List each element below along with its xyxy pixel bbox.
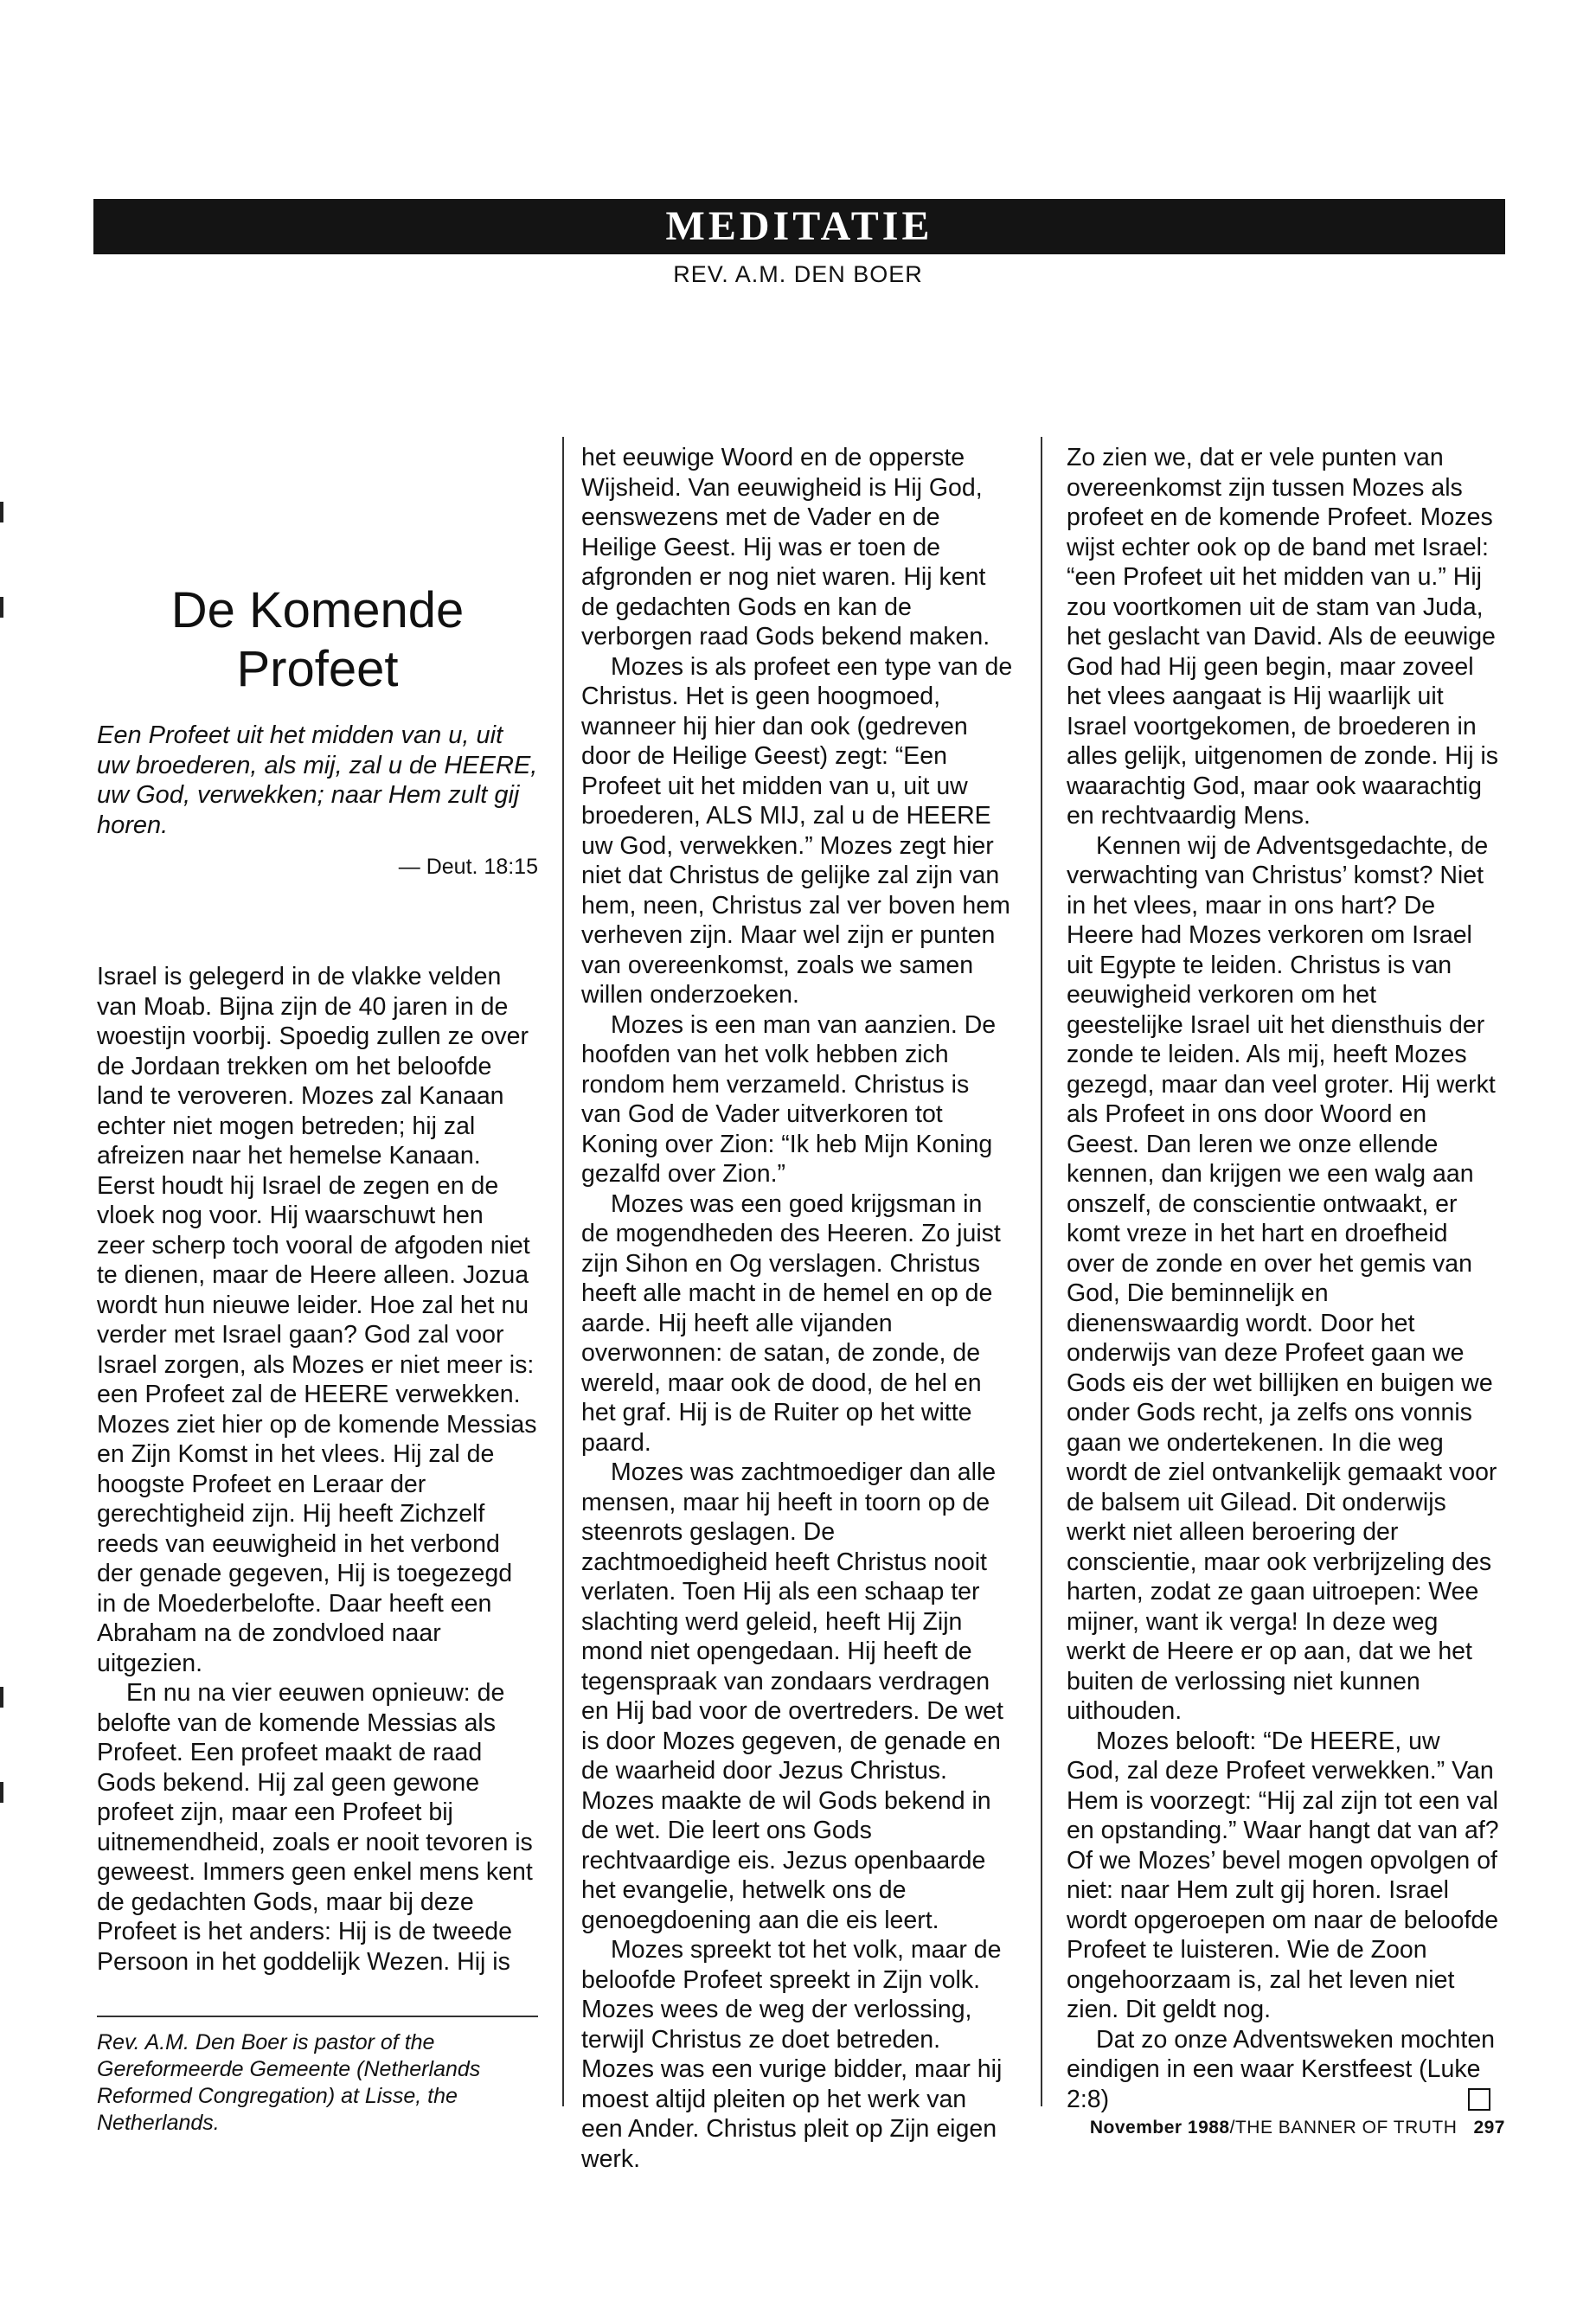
- epigraph: Een Profeet uit het midden van u, uit uw broederen, als mij, zal u de HEERE, uw God, verwekken; naar Hem zult gij horen.: [97, 721, 538, 839]
- issue-date: November 1988: [1089, 2118, 1230, 2138]
- author-byline: REV. A.M. DEN BOER: [673, 261, 923, 287]
- paragraph: Mozes belooft: “De HEERE, uw God, zal deze Profeet verwekken.” Van Hem is voorzegt: “Hij zal zijn tot een val en opstanding.” Waar hangt dat van af? Of we Mozes’ bevel mogen opvolgen of niet: naar Hem zult gij horen. Israel wordt opgeroepen om naar de beloofde Profeet te luisteren. Wie de Zoon ongehoorzaam is, zal het leven niet zien. Dit geldt nog.: [1067, 1727, 1499, 2023]
- article-title-line1: De Komende: [170, 582, 465, 638]
- paragraph: Mozes is een man van aanzien. De hoofden van het volk hebben zich rondom hem verzameld. Christus is van God de Vader uitverkoren tot Koning over Zion: “Ik heb Mijn Koning gezalfd over Zion.”: [581, 1010, 997, 1188]
- section-title: MEDITATIE: [665, 203, 933, 249]
- paragraph: Israel is gelegerd in de vlakke velden van Moab. Bijna zijn de 40 jaren in de woestijn voorbij. Spoedig zullen ze over de Jordaan trekken om het beloofde land te veroveren. Mozes zal Kanaan echter niet mogen betreden; hij zal afreizen naar het hemelse Kanaan. Eerst houdt hij Israel de zegen en de vloek nog voor. Hij waarschuwt hen zeer scherp toch vooral de afgoden niet te dienen, maar de Heere alleen. Jozua wordt hun nieuwe leider. Hoe zal het nu verder met Israel gaan? God zal voor Israel zorgen, als Mozes er niet meer is: een Profeet zal de HEERE verwekken. Mozes ziet hier op de komende Messias en Zijn Komst in het vlees. Hij zal de hoogste Profeet en Leraar der gerechtigheid zijn. Hij heeft Zichzelf reeds van eeuwigheid in het verbond der genade gegeven, Hij is toegezegd in de Moederbelofte. Daar heeft een Abraham na de zondvloed naar uitgezien.: [97, 963, 537, 1677]
- column-2: [581, 443, 1014, 2174]
- column-1: [97, 962, 538, 1977]
- bio-divider: [97, 2016, 538, 2017]
- epigraph-reference: — Deut. 18:15: [398, 855, 538, 879]
- footer-separator: /: [1229, 2118, 1235, 2138]
- page-number: 297: [1473, 2118, 1505, 2138]
- column-divider: [1041, 437, 1042, 2106]
- paragraph-closing: [1067, 2025, 1499, 2115]
- section-banner: [93, 199, 1505, 254]
- paragraph: Mozes spreekt tot het volk, maar de beloofde Profeet spreekt in Zijn volk. Mozes wees de weg der verlossing, terwijl Christus ze doet betreden. Mozes was een vurige bidder, maar hij moest altijd pleiten op het werk van een Ander. Christus pleit op Zijn eigen werk.: [581, 1936, 1003, 2173]
- paragraph: Mozes is als profeet een type van de Christus. Het is geen hoogmoed, wanneer hij hier dan ook (gedreven door de Heilige Geest) zegt: “Een Profeet uit het midden van u, uit uw broederen, ALS MIJ, zal u de HEERE uw God, verwekken.” Mozes zegt hier niet dat Christus de gelijke zal zijn van hem, neen, Christus zal ver boven hem verheven zijn. Maar wel zijn er punten van overeenkomst, zoals we samen willen onderzoeken.: [581, 652, 1013, 1009]
- magazine-name: THE BANNER OF TRUTH: [1234, 2118, 1458, 2138]
- author-bio: Rev. A.M. Den Boer is pastor of the Gereformeerde Gemeente (Netherlands Reformed Congregation) at Lisse, the Netherlands.: [97, 2030, 481, 2135]
- paragraph: Zo zien we, dat er vele punten van overeenkomst zijn tussen Mozes als profeet en de komende Profeet. Mozes wijst echter ook op de band met Israel: “een Profeet uit het midden van u.” Hij zou voortkomen uit de stam van Juda, het geslacht van David. Als de eeuwige God had Hij geen begin, maar zoveel het vlees aangaat is Hij waarlijk uit Israel voortgekomen, de broederen in alles gelijk, uitgenomen de zonde. Hij is waarachtig God, maar ook waarachtig en rechtvaardig Mens.: [1067, 444, 1499, 830]
- scan-edge-mark: [0, 1782, 3, 1803]
- paragraph: Mozes was zachtmoediger dan alle mensen, maar hij heeft in toorn op de steenrots geslagen. De zachtmoedigheid heeft Christus nooit verlaten. Toen Hij als een schaap ter slachting werd geleid, heeft Hij Zijn mond niet opengedaan. Hij heeft de tegenspraak van zondaars verdragen en Hij bad voor de overtreders. De wet is door Mozes gegeven, de genade en de waarheid door Jezus Christus. Mozes maakte de wil Gods bekend in de wet. Die leert ons Gods rechtvaardige eis. Jezus openbaarde het evangelie, hetwelk ons de genoegdoening aan die eis leert.: [581, 1458, 1003, 1934]
- column-3: [1067, 443, 1499, 2114]
- scan-edge-mark: [0, 1687, 3, 1708]
- paragraph: En nu na vier eeuwen opnieuw: de belofte van de komende Messias als Profeet. Een profeet maakt de raad Gods bekend. Hij zal geen gewone profeet zijn, maar een Profeet bij uitnemendheid, zoals er nooit tevoren is geweest. Immers geen enkel mens kent de gedachten Gods, maar bij deze Profeet is het anders: Hij is de tweede Persoon in het goddelijk Wezen. Hij is: [97, 1679, 533, 1976]
- scan-edge-mark: [0, 597, 3, 618]
- scan-edge-mark: [0, 502, 3, 522]
- article-title: [97, 581, 538, 699]
- paragraph: het eeuwige Woord en de opperste Wijsheid. Van eeuwigheid is Hij God, eenswezens met de Vader en de Heilige Geest. Hij was er toen de afgronden er nog niet waren. Hij kent de gedachten Gods en kan de verborgen raad Gods bekend maken.: [581, 444, 990, 651]
- page-footer: [952, 2118, 1505, 2138]
- end-mark-icon: [1468, 2088, 1490, 2111]
- paragraph: Mozes was een goed krijgsman in de mogendheden des Heeren. Zo juist zijn Sihon en Og verslagen. Christus heeft alle macht in de hemel en op de aarde. Hij heeft alle vijanden overwonnen: de satan, de zonde, de wereld, maar ook de dood, de hel en het graf. Hij is de Ruiter op het witte paard.: [581, 1189, 1001, 1457]
- paragraph: Kennen wij de Adventsgedachte, de verwachting van Christus’ komst? Niet in het vlees, maar in ons hart? De Heere had Mozes verkoren om Israel uit Egypte te leiden. Christus is van eeuwigheid verkoren om het geestelijke Israel uit het diensthuis der zonde te leiden. Als mij, heeft Mozes gezegd, maar dan veel groter. Hij werkt als Profeet in ons door Woord en Geest. Dan leren we onze ellende kennen, dan krijgen we een walg aan onszelf, de conscientie ontwaakt, er komt vreze in het hart en droefheid over de zonde en over het gemis van God, Die beminnelijk en dienenswaardig wordt. Door het onderwijs van deze Profeet gaan we Gods eis der wet billijken en buigen we onder Gods recht, ja zelfs ons vonnis gaan we ondertekenen. In die weg wordt de ziel ontvankelijk gemaakt voor de balsem uit Gilead. Dit onderwijs werkt niet alleen beroering der conscientie, maar ook verbrijzeling des harten, zodat ze gaan uitroepen: Wee mijner, want ik verga! In deze weg werkt de Heere er op aan, dat we het buiten de verlossing niet kunnen uithouden.: [1067, 831, 1497, 1725]
- article-title-line2: Profeet: [236, 641, 399, 697]
- column-divider: [562, 437, 564, 2106]
- closing-text: Dat zo onze Adventsweken mochten eindigen in een waar Kerstfeest (Luke 2:8): [1067, 2025, 1496, 2113]
